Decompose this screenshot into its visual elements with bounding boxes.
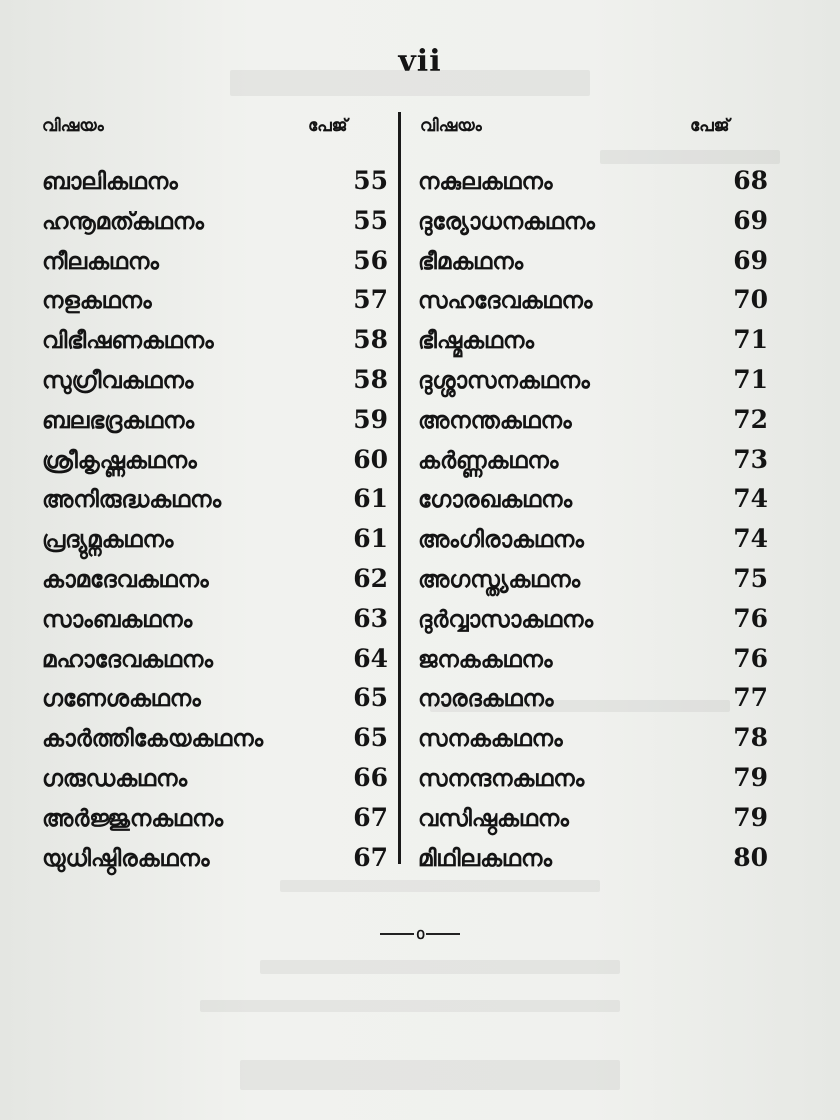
contents-entry bbox=[42, 803, 388, 843]
entry-page-number: 67 bbox=[353, 802, 388, 832]
contents-entry bbox=[418, 763, 768, 803]
entry-title: സുഗ്രീവകഥനം bbox=[42, 367, 194, 394]
entry-title: സാംബകഥനം bbox=[42, 606, 193, 633]
contents-entry bbox=[418, 445, 768, 485]
entry-page-number: 73 bbox=[733, 444, 768, 474]
contents-entry bbox=[418, 484, 768, 524]
entry-title: ദുർവ്വാസാകഥനം bbox=[418, 606, 594, 633]
right-contents-column bbox=[418, 166, 768, 882]
entry-page-number: 61 bbox=[353, 484, 388, 514]
entry-title: അനന്തകഥനം bbox=[418, 407, 572, 434]
entry-page-number: 77 bbox=[733, 683, 768, 713]
entry-page-number: 74 bbox=[733, 524, 768, 554]
ornament-rule bbox=[380, 933, 414, 935]
entry-page-number: 67 bbox=[353, 842, 388, 872]
contents-entry bbox=[42, 206, 388, 246]
contents-entry bbox=[42, 166, 388, 206]
entry-page-number: 71 bbox=[733, 364, 768, 394]
entry-title: നീലകഥനം bbox=[42, 248, 159, 275]
contents-entry bbox=[418, 604, 768, 644]
entry-title: നളകഥനം bbox=[42, 288, 152, 315]
entry-title: കർണ്ണകഥനം bbox=[418, 447, 559, 474]
entry-page-number: 69 bbox=[733, 245, 768, 275]
entry-page-number: 79 bbox=[733, 762, 768, 792]
entry-page-number: 55 bbox=[353, 166, 388, 195]
contents-entry bbox=[42, 405, 388, 445]
entry-page-number: 65 bbox=[353, 683, 388, 713]
contents-entry bbox=[42, 365, 388, 405]
entry-title: അർജ്ജുനകഥനം bbox=[42, 805, 224, 832]
entry-page-number: 58 bbox=[353, 325, 388, 355]
entry-title: ഗോരഖകഥനം bbox=[418, 487, 573, 514]
column-divider bbox=[398, 112, 401, 864]
ornament-glyph: ൦ bbox=[415, 924, 425, 943]
entry-title: കാർത്തികേയകഥനം bbox=[42, 726, 264, 753]
entry-page-number: 71 bbox=[733, 325, 768, 355]
contents-entry bbox=[42, 445, 388, 485]
entry-title: പ്രദ്യുമ്നകഥനം bbox=[42, 527, 174, 554]
entry-title: മഹാദേവകഥനം bbox=[42, 646, 214, 673]
contents-entry bbox=[418, 843, 768, 883]
contents-entry bbox=[418, 325, 768, 365]
entry-page-number: 75 bbox=[733, 563, 768, 593]
entry-title: ഭീഷ്മകഥനം bbox=[418, 328, 534, 355]
contents-entry bbox=[42, 564, 388, 604]
entry-title: ബാലികഥനം bbox=[42, 169, 178, 195]
entry-title: അംഗിരാകഥനം bbox=[418, 527, 584, 554]
left-subject-header: വിഷയം bbox=[42, 116, 104, 136]
section-ornament bbox=[370, 924, 470, 944]
contents-entry bbox=[418, 683, 768, 723]
contents-entry bbox=[42, 604, 388, 644]
entry-title: ഹനൂമത്കഥനം bbox=[42, 208, 204, 235]
contents-entry bbox=[42, 285, 388, 325]
contents-entry bbox=[418, 644, 768, 684]
show-through-text bbox=[240, 1060, 620, 1090]
entry-page-number: 74 bbox=[733, 484, 768, 514]
entry-page-number: 64 bbox=[353, 643, 388, 673]
page-number: vii bbox=[398, 44, 442, 79]
contents-entry bbox=[418, 723, 768, 763]
entry-page-number: 65 bbox=[353, 723, 388, 753]
entry-page-number: 76 bbox=[733, 603, 768, 633]
contents-entry bbox=[42, 763, 388, 803]
left-page-header: പേജ് bbox=[308, 116, 348, 136]
contents-entry bbox=[418, 405, 768, 445]
contents-entry bbox=[418, 206, 768, 246]
entry-title: വിഭീഷണകഥനം bbox=[42, 328, 214, 355]
contents-entry bbox=[42, 246, 388, 286]
entry-page-number: 76 bbox=[733, 643, 768, 673]
show-through-text bbox=[200, 1000, 620, 1012]
contents-entry bbox=[42, 644, 388, 684]
entry-page-number: 61 bbox=[353, 524, 388, 554]
entry-page-number: 56 bbox=[353, 245, 388, 275]
contents-entry bbox=[42, 843, 388, 883]
entry-page-number: 72 bbox=[733, 404, 768, 434]
entry-page-number: 78 bbox=[733, 723, 768, 753]
entry-page-number: 80 bbox=[733, 842, 768, 872]
contents-entry bbox=[42, 325, 388, 365]
entry-page-number: 58 bbox=[353, 364, 388, 394]
contents-entry bbox=[418, 246, 768, 286]
show-through-text bbox=[260, 960, 620, 974]
contents-entry bbox=[42, 524, 388, 564]
contents-entry bbox=[418, 365, 768, 405]
entry-title: ബലഭദ്രകഥനം bbox=[42, 407, 195, 434]
contents-entry bbox=[418, 166, 768, 206]
contents-entry bbox=[418, 524, 768, 564]
contents-entry bbox=[418, 803, 768, 843]
contents-entry bbox=[418, 285, 768, 325]
right-page-header: പേജ് bbox=[690, 116, 730, 136]
entry-page-number: 62 bbox=[353, 563, 388, 593]
entry-title: ഭീമകഥനം bbox=[418, 248, 524, 275]
entry-page-number: 63 bbox=[353, 603, 388, 633]
entry-title: മിഥിലകഥനം bbox=[418, 845, 552, 872]
entry-title: അഗസ്ത്യകഥനം bbox=[418, 566, 581, 593]
entry-title: ശ്രീകൃഷ്ണകഥനം bbox=[42, 447, 197, 474]
entry-title: അനിരുദ്ധകഥനം bbox=[42, 487, 222, 514]
entry-page-number: 55 bbox=[353, 205, 388, 235]
entry-title: കാമദേവകഥനം bbox=[42, 566, 209, 593]
entry-page-number: 60 bbox=[353, 444, 388, 474]
entry-title: ജനകകഥനം bbox=[418, 646, 553, 673]
entry-page-number: 68 bbox=[733, 166, 768, 195]
contents-entry bbox=[42, 683, 388, 723]
entry-title: വസിഷ്ഠകഥനം bbox=[418, 805, 569, 832]
entry-title: യുധിഷ്ഠിരകഥനം bbox=[42, 845, 210, 872]
contents-entry bbox=[418, 564, 768, 604]
entry-page-number: 57 bbox=[353, 285, 388, 315]
entry-title: ദുശ്ശാസനകഥനം bbox=[418, 367, 590, 394]
show-through-text bbox=[600, 150, 780, 164]
entry-title: നാരദകഥനം bbox=[418, 686, 554, 713]
entry-page-number: 59 bbox=[353, 404, 388, 434]
ornament-rule bbox=[426, 933, 460, 935]
left-contents-column bbox=[42, 166, 388, 882]
right-subject-header: വിഷയം bbox=[420, 116, 482, 136]
entry-page-number: 70 bbox=[733, 285, 768, 315]
contents-entry bbox=[42, 723, 388, 763]
entry-title: സനന്ദനകഥനം bbox=[418, 765, 585, 792]
contents-entry bbox=[42, 484, 388, 524]
entry-title: ദുര്യോധനകഥനം bbox=[418, 208, 595, 235]
entry-title: ഗരുഡകഥനം bbox=[42, 765, 188, 792]
entry-page-number: 69 bbox=[733, 205, 768, 235]
entry-title: സഹദേവകഥനം bbox=[418, 288, 593, 315]
entry-page-number: 79 bbox=[733, 802, 768, 832]
entry-title: സനകകഥനം bbox=[418, 726, 563, 753]
entry-page-number: 66 bbox=[353, 762, 388, 792]
entry-title: നകുലകഥനം bbox=[418, 169, 553, 195]
entry-title: ഗണേശകഥനം bbox=[42, 686, 201, 713]
